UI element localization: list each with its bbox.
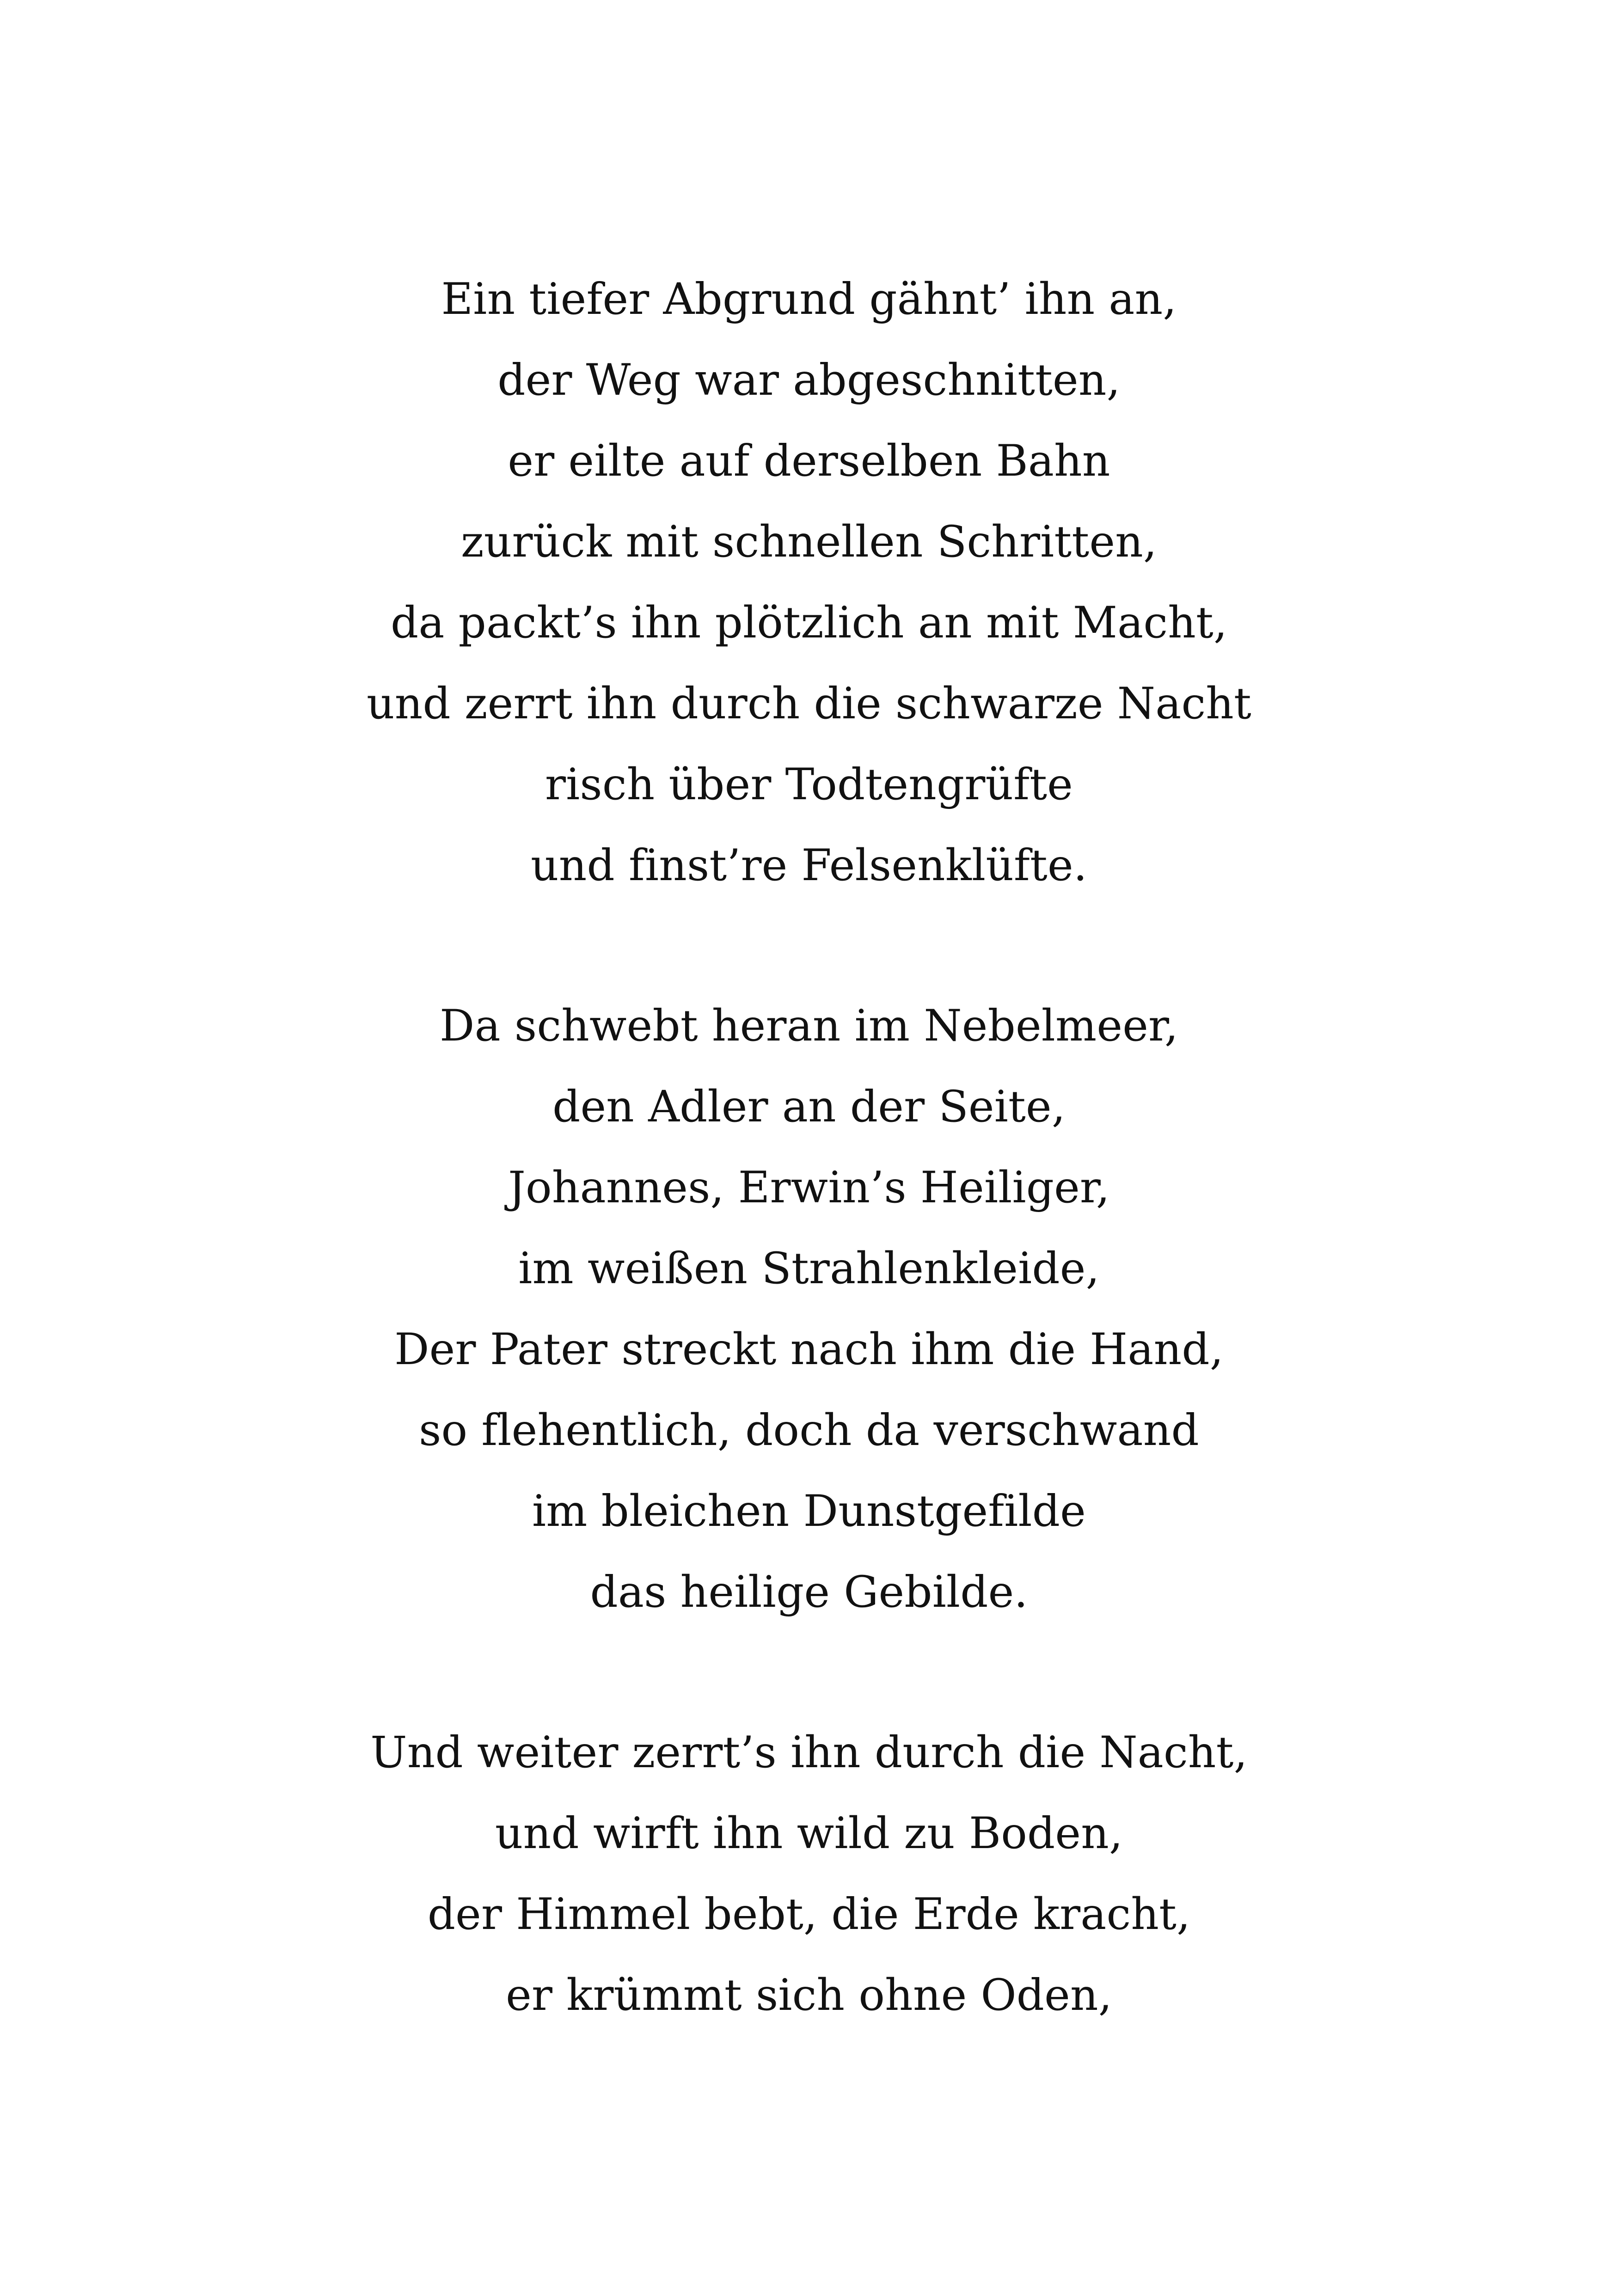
poem-line: und finst’re Felsenklüfte.: [531, 840, 1087, 891]
poem-line: der Weg war abgeschnitten,: [497, 355, 1121, 405]
poem-line: er krümmt sich ohne Oden,: [506, 1970, 1112, 2020]
poem-line: das heilige Gebilde.: [590, 1567, 1028, 1617]
stanza-1: [0, 259, 1618, 906]
poem-line: im weißen Strahlenkleide,: [518, 1243, 1100, 1294]
poem-line: Der Pater streckt nach ihm die Hand,: [394, 1324, 1224, 1375]
poem-line: so flehentlich, doch da verschwand: [419, 1405, 1199, 1456]
poem-line: und wirft ihn wild zu Boden,: [495, 1808, 1123, 1859]
poem-line: der Himmel bebt, die Erde kracht,: [427, 1889, 1191, 1940]
poem-line: Johannes, Erwin’s Heiliger,: [508, 1163, 1110, 1213]
poem-line: zurück mit schnellen Schritten,: [460, 517, 1158, 567]
poem-line: und zerrt ihn durch die schwarze Nacht: [366, 679, 1252, 729]
poem-line: risch über Todtengrüfte: [545, 759, 1073, 810]
stanza-3: [0, 1712, 1618, 2036]
stanza-2: [0, 986, 1618, 1633]
poem-line: da packt’s ihn plötzlich an mit Macht,: [390, 598, 1228, 648]
poem-line: Da schwebt heran im Nebelmeer,: [440, 1001, 1178, 1051]
poem-line: Und weiter zerrt’s ihn durch die Nacht,: [370, 1727, 1248, 1778]
poem-text: [0, 259, 1618, 2115]
poem-line: er eilte auf derselben Bahn: [508, 436, 1110, 486]
poem-line: im bleichen Dunstgefilde: [532, 1486, 1086, 1537]
poem-line: den Adler an der Seite,: [552, 1082, 1066, 1132]
poem-line: Ein tiefer Abgrund gähnt’ ihn an,: [441, 274, 1177, 325]
